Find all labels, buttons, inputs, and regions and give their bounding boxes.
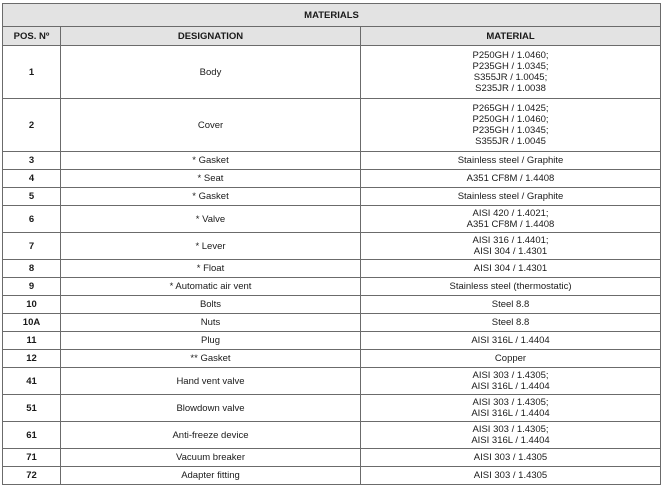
material-line: P235GH / 1.0345; bbox=[472, 61, 549, 72]
designation-cell: Blowdown valve bbox=[61, 395, 361, 422]
designation-cell: * Float bbox=[61, 260, 361, 278]
position-number-cell: 41 bbox=[3, 368, 61, 395]
designation-cell: * Seat bbox=[61, 170, 361, 188]
position-number-cell: 5 bbox=[3, 188, 61, 206]
position-number-cell: 10 bbox=[3, 296, 61, 314]
material-line: Steel 8.8 bbox=[491, 299, 530, 310]
table-row bbox=[3, 99, 661, 152]
material-cell bbox=[361, 233, 661, 260]
material-line: AISI 303 / 1.4305 bbox=[473, 470, 548, 481]
material-line: Steel 8.8 bbox=[491, 317, 530, 328]
position-number-cell: 9 bbox=[3, 278, 61, 296]
material-line: AISI 316 / 1.4401; bbox=[472, 235, 549, 246]
table-row bbox=[3, 422, 661, 449]
material-line: AISI 304 / 1.4301 bbox=[473, 263, 548, 274]
position-number-cell: 8 bbox=[3, 260, 61, 278]
position-number-cell: 6 bbox=[3, 206, 61, 233]
material-line: Stainless steel (thermostatic) bbox=[449, 281, 572, 292]
material-cell bbox=[361, 332, 661, 350]
materials-table-container bbox=[2, 3, 661, 485]
designation-cell: * Lever bbox=[61, 233, 361, 260]
material-cell bbox=[361, 314, 661, 332]
position-number-cell: 4 bbox=[3, 170, 61, 188]
designation-cell: Body bbox=[61, 46, 361, 99]
material-line: AISI 303 / 1.4305; bbox=[472, 397, 549, 408]
table-row bbox=[3, 46, 661, 99]
position-number-cell: 1 bbox=[3, 46, 61, 99]
position-number-cell: 7 bbox=[3, 233, 61, 260]
designation-cell: Nuts bbox=[61, 314, 361, 332]
material-line: S355JR / 1.0045; bbox=[473, 72, 548, 83]
material-line: AISI 316L / 1.4404 bbox=[471, 408, 550, 419]
designation-cell: Plug bbox=[61, 332, 361, 350]
position-number-cell: 3 bbox=[3, 152, 61, 170]
table-row bbox=[3, 395, 661, 422]
material-column-header: MATERIAL bbox=[361, 27, 661, 46]
material-line: S235JR / 1.0038 bbox=[475, 83, 546, 94]
table-row bbox=[3, 206, 661, 233]
designation-cell: Vacuum breaker bbox=[61, 449, 361, 467]
table-row bbox=[3, 368, 661, 395]
designation-cell: ** Gasket bbox=[61, 350, 361, 368]
designation-cell: * Automatic air vent bbox=[61, 278, 361, 296]
table-row bbox=[3, 467, 661, 485]
material-cell bbox=[361, 422, 661, 449]
position-number-cell: 71 bbox=[3, 449, 61, 467]
table-row bbox=[3, 449, 661, 467]
materials-table bbox=[2, 3, 661, 485]
material-line: Copper bbox=[494, 353, 527, 364]
designation-cell: Hand vent valve bbox=[61, 368, 361, 395]
designation-cell: * Gasket bbox=[61, 152, 361, 170]
material-line: A351 CF8M / 1.4408 bbox=[466, 173, 555, 184]
table-row bbox=[3, 332, 661, 350]
table-row bbox=[3, 188, 661, 206]
material-line: A351 CF8M / 1.4408 bbox=[466, 219, 555, 230]
position-number-cell: 2 bbox=[3, 99, 61, 152]
designation-cell: Adapter fitting bbox=[61, 467, 361, 485]
designation-cell: Cover bbox=[61, 99, 361, 152]
material-cell bbox=[361, 467, 661, 485]
material-line: S355JR / 1.0045 bbox=[475, 136, 546, 147]
material-cell bbox=[361, 188, 661, 206]
designation-cell: Anti-freeze device bbox=[61, 422, 361, 449]
material-line: AISI 303 / 1.4305 bbox=[473, 452, 548, 463]
material-cell bbox=[361, 278, 661, 296]
material-cell bbox=[361, 260, 661, 278]
material-cell bbox=[361, 350, 661, 368]
designation-cell: Bolts bbox=[61, 296, 361, 314]
table-row bbox=[3, 278, 661, 296]
material-line: P235GH / 1.0345; bbox=[472, 125, 549, 136]
material-cell bbox=[361, 152, 661, 170]
material-line: Stainless steel / Graphite bbox=[457, 155, 564, 166]
designation-cell: * Valve bbox=[61, 206, 361, 233]
material-cell bbox=[361, 296, 661, 314]
material-cell bbox=[361, 99, 661, 152]
material-line: AISI 303 / 1.4305; bbox=[472, 424, 549, 435]
position-number-cell: 72 bbox=[3, 467, 61, 485]
position-number-cell: 11 bbox=[3, 332, 61, 350]
position-number-cell: 10A bbox=[3, 314, 61, 332]
material-cell bbox=[361, 170, 661, 188]
table-title: MATERIALS bbox=[3, 4, 661, 27]
material-line: P265GH / 1.0425; bbox=[472, 103, 549, 114]
material-line: AISI 304 / 1.4301 bbox=[473, 246, 548, 257]
table-body bbox=[3, 46, 661, 485]
table-row bbox=[3, 152, 661, 170]
table-row bbox=[3, 350, 661, 368]
table-row bbox=[3, 296, 661, 314]
material-cell bbox=[361, 206, 661, 233]
material-cell bbox=[361, 449, 661, 467]
table-row bbox=[3, 260, 661, 278]
position-number-cell: 12 bbox=[3, 350, 61, 368]
material-line: AISI 316L / 1.4404 bbox=[471, 335, 550, 346]
position-number-cell: 51 bbox=[3, 395, 61, 422]
material-line: Stainless steel / Graphite bbox=[457, 191, 564, 202]
material-cell bbox=[361, 395, 661, 422]
table-row bbox=[3, 233, 661, 260]
material-cell bbox=[361, 46, 661, 99]
material-line: AISI 303 / 1.4305; bbox=[472, 370, 549, 381]
material-line: AISI 420 / 1.4021; bbox=[472, 208, 549, 219]
position-number-cell: 61 bbox=[3, 422, 61, 449]
table-row bbox=[3, 170, 661, 188]
material-line: P250GH / 1.0460; bbox=[472, 114, 549, 125]
material-line: AISI 316L / 1.4404 bbox=[471, 435, 550, 446]
designation-cell: * Gasket bbox=[61, 188, 361, 206]
pos-column-header: POS. Nº bbox=[3, 27, 61, 46]
material-line: P250GH / 1.0460; bbox=[472, 50, 549, 61]
material-cell bbox=[361, 368, 661, 395]
designation-column-header: DESIGNATION bbox=[61, 27, 361, 46]
table-row bbox=[3, 314, 661, 332]
material-line: AISI 316L / 1.4404 bbox=[471, 381, 550, 392]
